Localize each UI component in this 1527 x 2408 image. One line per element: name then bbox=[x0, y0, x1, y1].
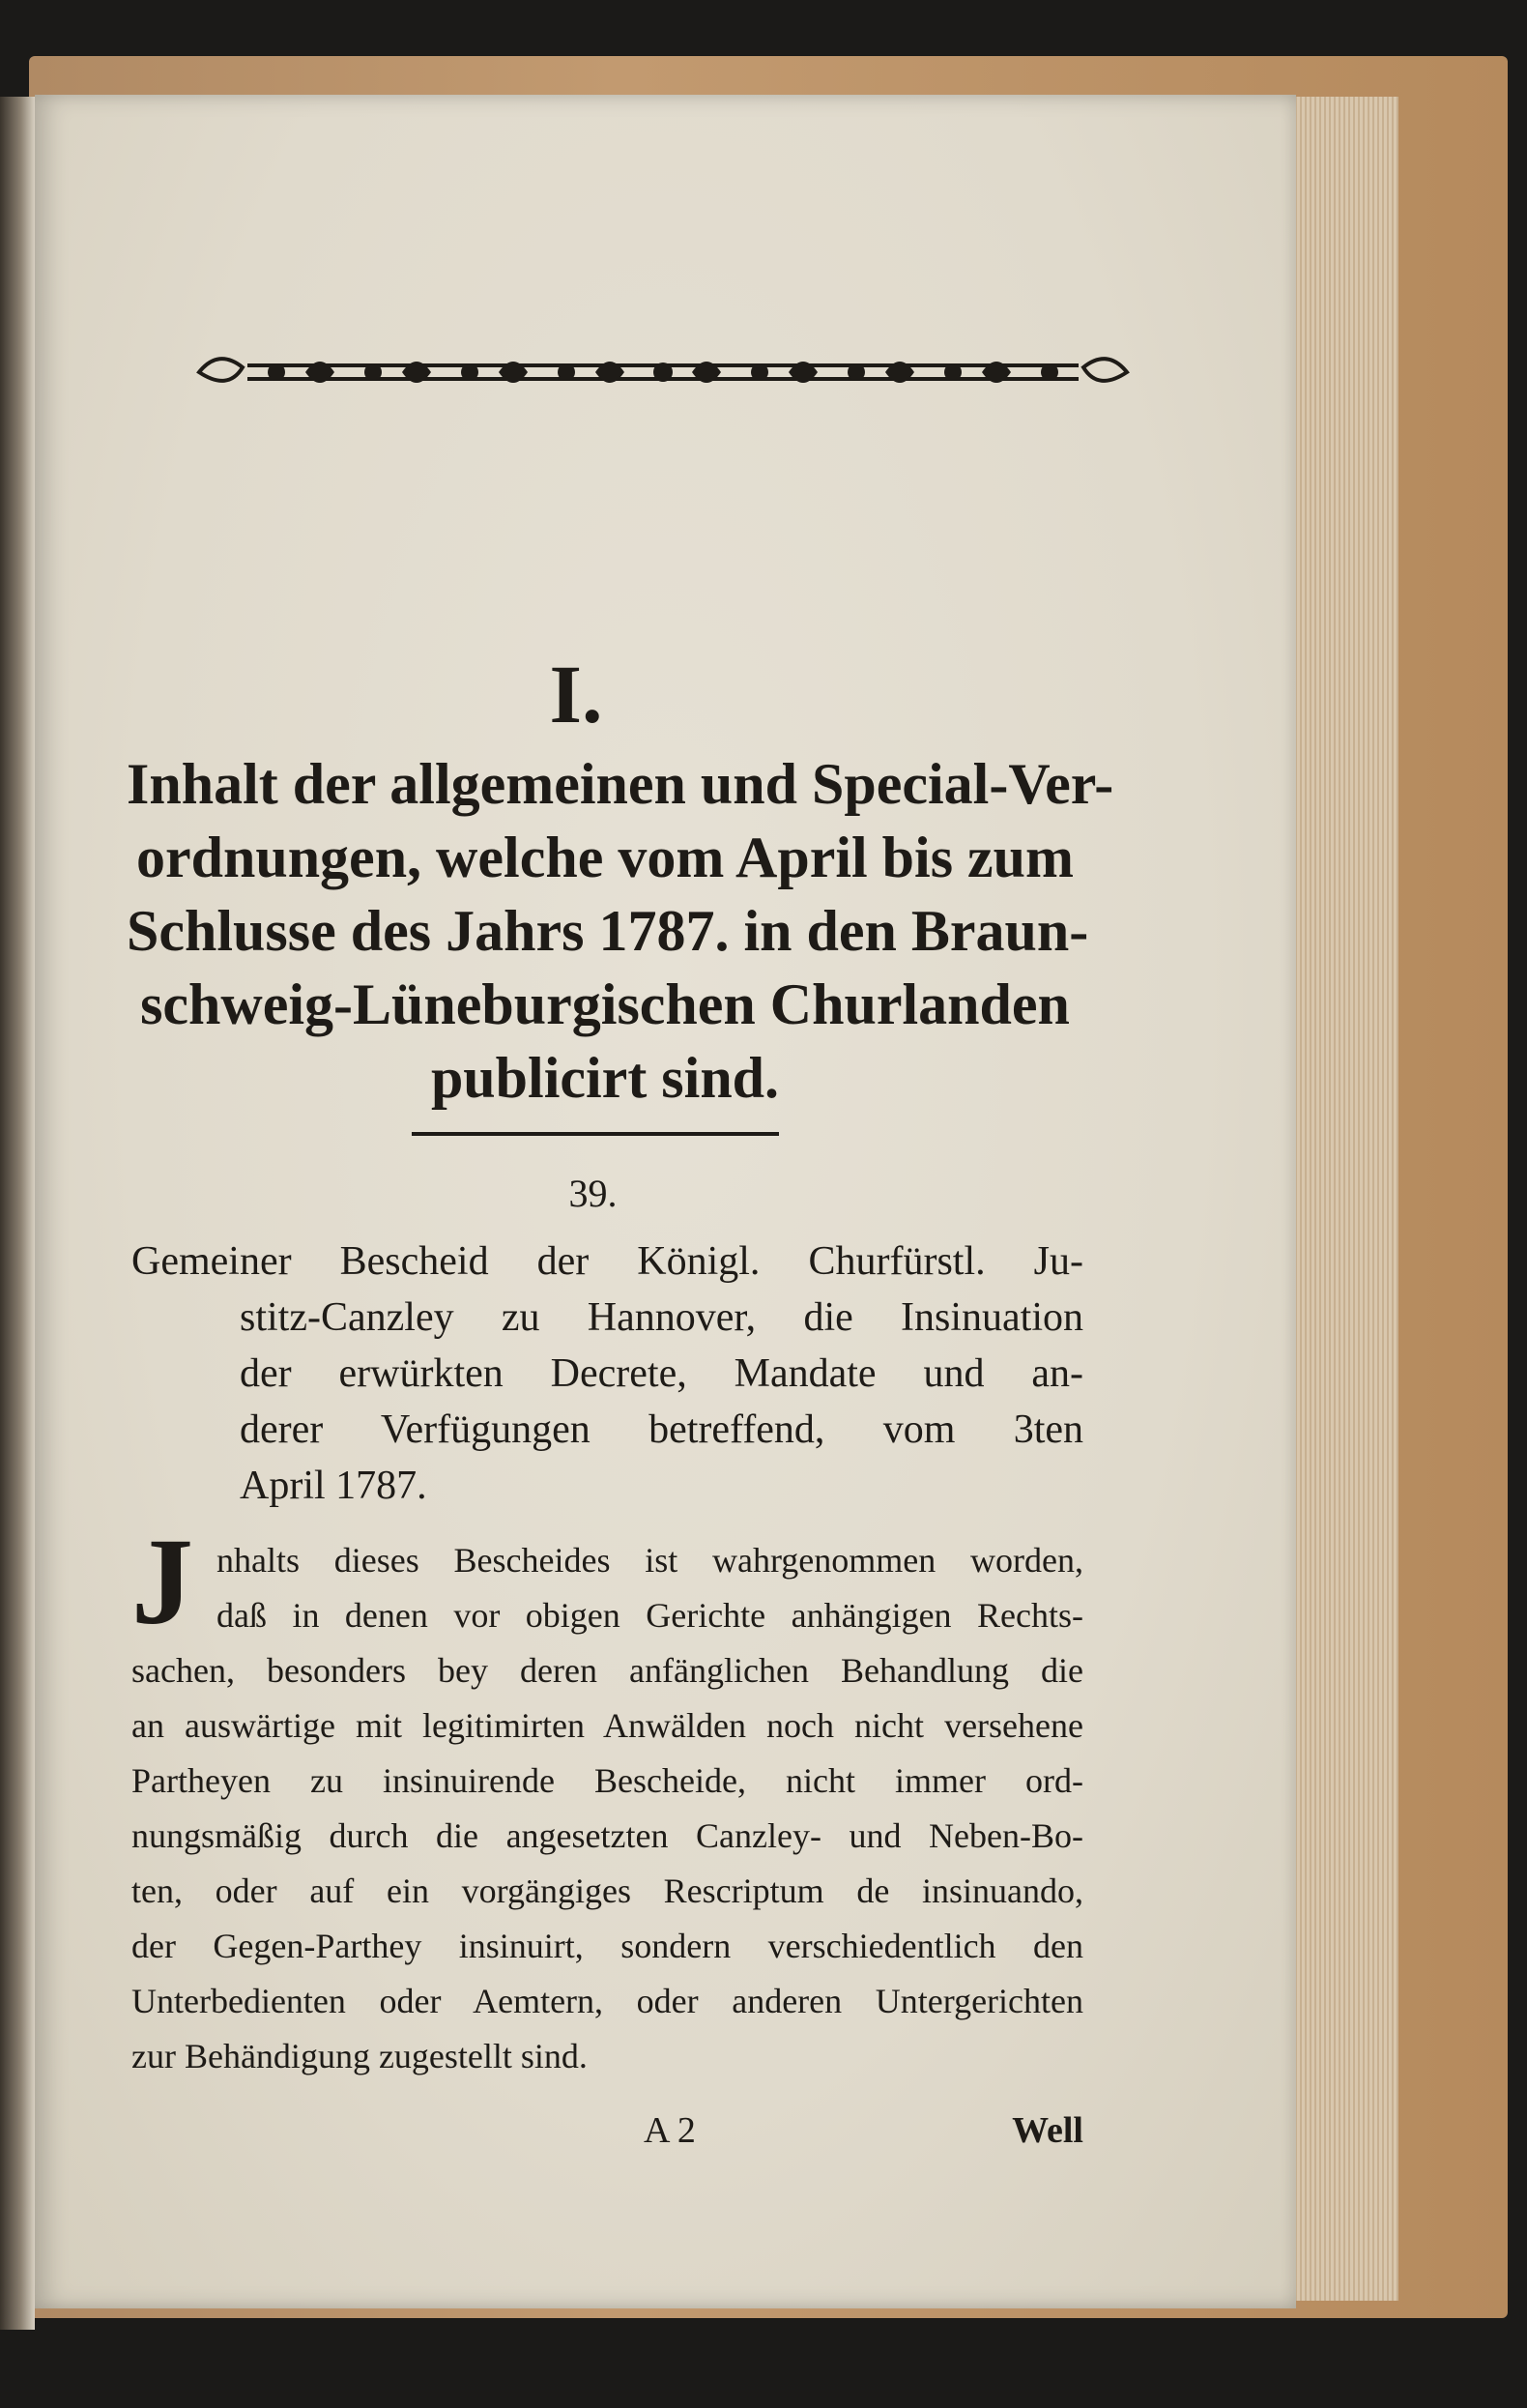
body-line: nhalts dieses Bescheides ist wahrgenommen worden, bbox=[216, 1541, 1083, 1580]
signature-mark: A 2 bbox=[644, 2110, 696, 2151]
heading-line: der erwürkten Decrete, Mandate und an- bbox=[240, 1351, 1083, 1396]
body-line: zur Behändigung zugestellt sind. bbox=[131, 2037, 588, 2075]
body-line: der Gegen-Parthey insinuirt, sondern verschiedentlich den bbox=[131, 1927, 1083, 1965]
body-line: nungsmäßig durch die angesetzten Canzley- und Neben-Bo- bbox=[131, 1816, 1083, 1855]
drop-cap: J bbox=[131, 1513, 193, 1650]
section-heading bbox=[131, 1233, 1083, 1514]
heading-line: derer Verfügungen betreffend, vom 3ten bbox=[240, 1407, 1083, 1452]
page-footer bbox=[131, 2103, 1083, 2158]
body-line: sachen, besonders bey deren anfänglichen Behandlung die bbox=[131, 1651, 1083, 1690]
body-paragraph bbox=[131, 1533, 1083, 2084]
section-number: 39. bbox=[568, 1172, 618, 1215]
floral-ornament-icon bbox=[189, 338, 1137, 406]
title-line: ordnungen, welche vom April bis zum bbox=[135, 826, 1075, 889]
page-edges bbox=[1281, 97, 1398, 2301]
heading-line: stitz-Canzley zu Hannover, die Insinuation bbox=[240, 1295, 1083, 1340]
heading-line: April 1787. bbox=[240, 1464, 427, 1508]
body-line: daß in denen vor obigen Gerichte anhängigen Rechts- bbox=[216, 1596, 1083, 1635]
left-page-edge bbox=[0, 97, 35, 2330]
title-line: publicirt sind. bbox=[430, 1046, 780, 1110]
catchword: Well bbox=[1012, 2110, 1083, 2151]
heading-line: Gemeiner Bescheid der Königl. Churfürstl. Ju- bbox=[131, 1239, 1083, 1284]
body-line: Partheyen zu insinuirende Bescheide, nicht immer ord- bbox=[131, 1761, 1083, 1800]
chapter-number: I. bbox=[549, 648, 603, 740]
chapter-title bbox=[127, 747, 1114, 1115]
body-line: an auswärtige mit legitimirten Anwälden noch nicht versehene bbox=[131, 1706, 1083, 1745]
body-line: Unterbedienten oder Aemtern, oder anderen Untergerichten bbox=[131, 1982, 1083, 2020]
title-rule bbox=[412, 1132, 779, 1136]
title-line: Schlusse des Jahrs 1787. in den Braun- bbox=[127, 899, 1089, 963]
title-line: schweig-Lüneburgischen Churlanden bbox=[140, 972, 1070, 1036]
book-page bbox=[35, 95, 1296, 2308]
title-line: Inhalt der allgemeinen und Special-Ver- bbox=[127, 752, 1114, 816]
body-line: ten, oder auf ein vorgängiges Rescriptum de insinuando, bbox=[131, 1871, 1083, 1910]
